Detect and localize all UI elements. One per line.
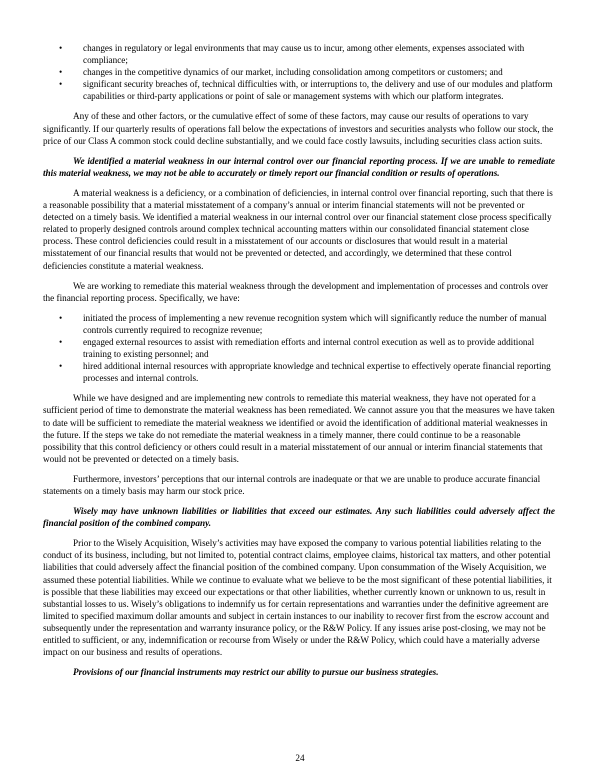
bullet-text: significant security breaches of, technical difficulties with, or interruptions to, the delivery and use of our modules and platform capabilities or third-party applications or point of sale or management systems with which our platform integrates.: [83, 79, 553, 102]
bullet-icon: •: [59, 312, 63, 323]
bullet-text: changes in the competitive dynamics of our market, including consolidation among competitors or customers; and: [83, 67, 503, 78]
list-item: [43, 78, 555, 102]
risk-factor-bullet-list: [43, 42, 555, 102]
bullet-icon: •: [59, 67, 63, 78]
remediation-bullet-list: [43, 312, 555, 385]
list-item: [43, 312, 555, 336]
bullet-icon: •: [59, 43, 63, 53]
heading-wisely-liabilities: Wisely may have unknown liabilities or liabilities that exceed our estimates. Any such liabilities could adversely affect the financial position of the combined company.: [43, 506, 555, 529]
heading-financial-instruments: Provisions of our financial instruments may restrict our ability to pursue our business strategies.: [73, 667, 439, 678]
paragraph-investor-perceptions: Furthermore, investors’ perceptions that our internal controls are inadequate or that we are unable to produce accurate financial statements on a timely basis may harm our stock price.: [43, 473, 541, 496]
list-item: [43, 42, 555, 66]
list-item: [43, 66, 555, 78]
bullet-icon: •: [59, 361, 63, 372]
paragraph-material-weakness-definition: A material weakness is a deficiency, or a combination of deficiencies, in internal control over financial reporting, such that there is a reasonable possibility that a material misstatement of a company’s annual or interim financial statements will not be prevented or detected on a timely basis. We identified a material weakness in our internal control over our financial statement close process specifically related to properly designed controls around complex technical accounting matters within our consolidated financial statement close process. These control deficiencies could result in a misstatement of our accounts or disclosures that would result in a material misstatement of our financial results that would not be prevented or detected, and accordingly, we determined that these control deficiencies constitute a material weakness.: [43, 187, 553, 271]
page-number: 24: [295, 752, 305, 763]
bullet-text: changes in regulatory or legal environments that may cause us to incur, among other elements, expenses associated with compliance;: [83, 43, 525, 66]
list-item: [43, 360, 555, 384]
paragraph-cumulative-effect: Any of these and other factors, or the cumulative effect of some of these factors, may cause our results of operations to vary significantly. If our quarterly results of operations fall below the expectations of investors and securities analysts who follow our stock, the price of our Class A common stock could decline substantially, and we could face costly lawsuits, including securities class action suits.: [43, 111, 554, 146]
heading-material-weakness: We identified a material weakness in our internal control over our financial reporting process. If we are unable to remediate this material weakness, we may not be able to accurately or timely report our financial condition or results of operations.: [43, 155, 555, 178]
bullet-text: engaged external resources to assist with remediation efforts and internal control execution as well as to provide additional training to existing personnel; and: [83, 336, 535, 360]
bullet-icon: •: [59, 79, 63, 90]
bullet-icon: •: [59, 336, 63, 347]
paragraph-wisely-liabilities: Prior to the Wisely Acquisition, Wisely’s activities may have exposed the company to various potential liabilities relating to the conduct of its business, including, but not limited to, potential contract claims, employee claims, historical tax matters, and other potential liabilities that could adversely affect the financial position of the combined company. Upon consummation of the Wisely Acquisition, we assumed these potential liabilities. While we continue to evaluate what we believe to be the most significant of these potential liabilities, it is possible that these liabilities may exceed our expectations or that other liabilities, whether currently known or unknown to us, result in substantial losses to us. Wisely’s obligations to indemnify us for certain representations and warranties under the definitive agreement are limited to specified maximum dollar amounts and subject in certain instances to our inability to recover first from the escrow account and subsequently under the representation and warranty insurance policy, or the R&W Policy. If any issues arise post-closing, we may not be entitled to sufficient, or any, indemnification or recourse from Wisely or under the R&W Policy, which could have a materially adverse impact on our business and results of operations.: [43, 538, 552, 658]
paragraph-remediation-intro: We are working to remediate this material weakness through the development and implementation of processes and controls over the financial reporting process. Specifically, we have:: [43, 280, 549, 303]
bullet-text: initiated the process of implementing a new revenue recognition system which will significantly reduce the number of manual controls currently required to recognize revenue;: [83, 312, 547, 335]
list-item: [43, 336, 555, 360]
paragraph-new-controls: While we have designed and are implementing new controls to remediate this material weakness, they have not operated for a sufficient period of time to demonstrate the material weakness has been remediated. We cannot assure you that the measures we have taken to date will be sufficient to remediate the material weakness we identified or avoid the identification of additional material weaknesses in the future. If the steps we take do not remediate the material weakness in a timely manner, there could continue to be a reasonable possibility that this control deficiency or others could result in a material misstatement of our annual or interim financial statements that would not be prevented or detected on a timely basis.: [43, 393, 555, 464]
bullet-text: hired additional internal resources with appropriate knowledge and technical expertise to effectively operate financial reporting processes and internal controls.: [83, 361, 551, 384]
